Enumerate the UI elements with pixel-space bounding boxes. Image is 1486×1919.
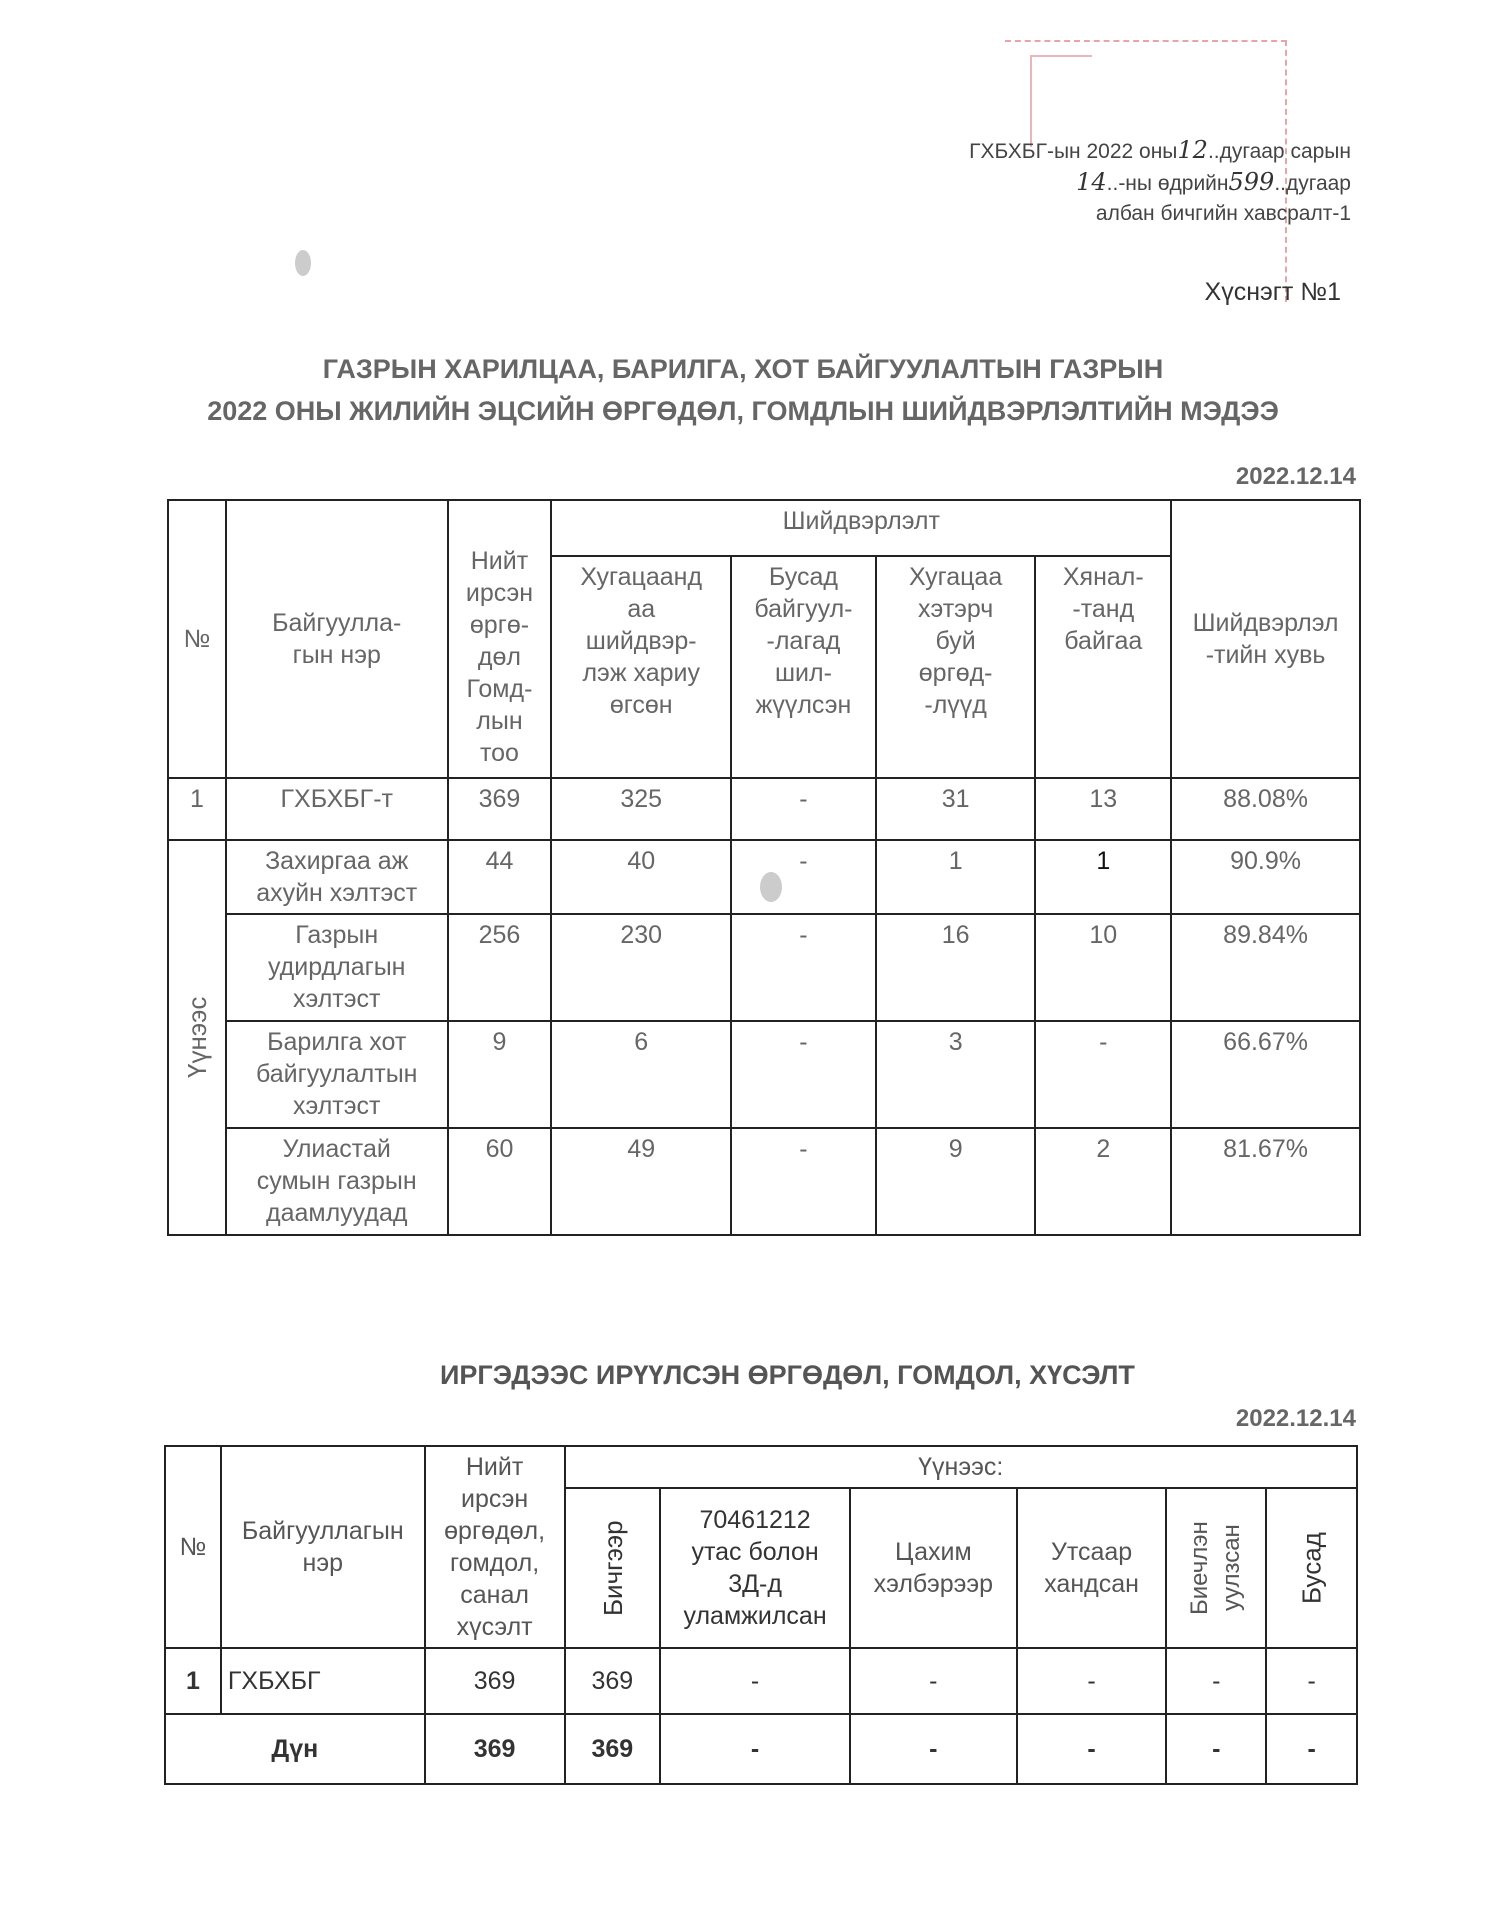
cell-org: ГХБХБГ-т: [226, 778, 448, 840]
cell-org: ГХБХБГ: [221, 1648, 425, 1714]
sum-in-person: -: [1166, 1714, 1266, 1784]
header-phone: 70461212 утас болон 3Д-д уламжилсан: [660, 1488, 850, 1648]
cell-no: 1: [165, 1648, 221, 1714]
cell-other: -: [731, 778, 876, 840]
title-line-2: 2022 ОНЫ ЖИЛИЙН ЭЦСИЙН ӨРГӨДӨЛ, ГОМДЛЫН ШИЙДВЭРЛЭЛТИЙН МЭДЭЭ: [207, 396, 1279, 426]
cell-written: 369: [565, 1648, 661, 1714]
cell-org: Улиастай сумын газрын даамлуудад: [226, 1128, 448, 1235]
stamp-mark: [1030, 55, 1092, 147]
header-of-which: Үүнээс:: [565, 1446, 1358, 1488]
cell-ontime: 325: [551, 778, 731, 840]
header-rate: Шийдвэрлэл -тийн хувь: [1171, 500, 1360, 778]
cell-in-person: -: [1166, 1648, 1266, 1714]
table-row: [168, 778, 1360, 840]
scan-smudge: [760, 872, 782, 902]
cell-org: Барилга хот байгуулалтын хэлтэст: [226, 1021, 448, 1128]
cell-org: Захиргаа аж ахуйн хэлтэст: [226, 840, 448, 914]
cell-total: 369: [448, 778, 552, 840]
cell-org: Газрын удирдлагын хэлтэст: [226, 914, 448, 1021]
cell-control: 2: [1035, 1128, 1171, 1235]
cell-total: 256: [448, 914, 552, 1021]
header-written: Бичгээр: [565, 1488, 661, 1648]
header-under-control: Хянал- -танд байгаа: [1035, 556, 1171, 778]
cell-ontime: 40: [551, 840, 731, 914]
document-title: [0, 348, 1486, 432]
cell-other: -: [731, 1021, 876, 1128]
cell-ontime: 49: [551, 1128, 731, 1235]
cell-rate: 81.67%: [1171, 1128, 1360, 1235]
cell-overdue: 31: [876, 778, 1036, 840]
sum-written: 369: [565, 1714, 661, 1784]
section2-date: 2022.12.14: [1235, 1405, 1356, 1432]
sum-phone: -: [660, 1714, 850, 1784]
scan-smudge: [295, 250, 311, 276]
table-row: [165, 1648, 1357, 1714]
table-row: [168, 1021, 1360, 1128]
cell-call: -: [1017, 1648, 1167, 1714]
resolution-table: [167, 499, 1361, 1236]
cell-control: 1: [1035, 840, 1171, 914]
cell-phone: -: [660, 1648, 850, 1714]
cell-overdue: 3: [876, 1021, 1036, 1128]
header-other-org: Бусад байгуул- -лагад шил- жүүлсэн: [731, 556, 876, 778]
cell-rate: 66.67%: [1171, 1021, 1360, 1128]
cell-rate: 90.9%: [1171, 840, 1360, 914]
cell-overdue: 1: [876, 840, 1036, 914]
header-total: Нийт ирсэн өргө- дөл Гомд- лын тоо: [448, 500, 552, 778]
cell-overdue: 16: [876, 914, 1036, 1021]
cell-other: -: [731, 1128, 876, 1235]
cell-total: 44: [448, 840, 552, 914]
title-line-1: ГАЗРЫН ХАРИЛЦАА, БАРИЛГА, ХОТ БАЙГУУЛАЛТЫН ГАЗРЫН: [322, 354, 1164, 384]
cell-ontime: 230: [551, 914, 731, 1021]
cell-control: 10: [1035, 914, 1171, 1021]
ref-text-1-end: дугаар сарын: [1219, 140, 1351, 163]
ref-line-1: ГХБХБГ-ын 2022 оны12..дугаар сарын: [969, 136, 1351, 164]
petitions-table: [164, 1445, 1358, 1785]
sum-total: 369: [425, 1714, 565, 1784]
header-org: Байгуулла- гын нэр: [226, 500, 448, 778]
ref-text-2: -ны өдрийн: [1118, 172, 1229, 195]
ref-line-3: албан бичгийн хавсралт-1: [1095, 202, 1351, 225]
table1-header-row-1: [168, 500, 1360, 556]
cell-other: -: [731, 840, 876, 914]
cell-no: 1: [168, 778, 226, 840]
sum-other: -: [1266, 1714, 1357, 1784]
sum-label: Дүн: [165, 1714, 425, 1784]
table-row: [168, 914, 1360, 1021]
header-resolution: Шийдвэрлэлт: [551, 500, 1171, 556]
cell-ontime: 6: [551, 1021, 731, 1128]
reference-block: [969, 135, 1351, 229]
cell-other: -: [1266, 1648, 1357, 1714]
cell-control: 13: [1035, 778, 1171, 840]
handwritten-month: 12: [1177, 136, 1208, 164]
report-date: 2022.12.14: [1235, 463, 1356, 490]
header-no: №: [165, 1446, 221, 1648]
cell-total: 369: [425, 1648, 565, 1714]
header-other: Бусад: [1266, 1488, 1357, 1648]
cell-total: 60: [448, 1128, 552, 1235]
cell-control: -: [1035, 1021, 1171, 1128]
ref-line-2: 14..-ны өдрийн599..дугаар: [1076, 168, 1351, 196]
cell-total: 9: [448, 1021, 552, 1128]
header-ontime: Хугацаанд аа шийдвэр- лэж хариу өгсөн: [551, 556, 731, 778]
ref-text-2-end: дугаар: [1286, 172, 1351, 195]
handwritten-number: 599: [1228, 168, 1275, 196]
cell-rate: 89.84%: [1171, 914, 1360, 1021]
ref-text-1: ГХБХБГ-ын 2022 оны: [969, 140, 1178, 163]
cell-online: -: [850, 1648, 1017, 1714]
handwritten-day: 14: [1076, 168, 1107, 196]
sum-online: -: [850, 1714, 1017, 1784]
section2-title: ИРГЭДЭЭС ИРҮҮЛСЭН ӨРГӨДӨЛ, ГОМДОЛ, ХҮСЭЛТ: [440, 1360, 1135, 1390]
cell-rate: 88.08%: [1171, 778, 1360, 840]
table2-header-row-1: [165, 1446, 1357, 1488]
header-total: Нийт ирсэн өргөдөл, гомдол, санал хүсэлт: [425, 1446, 565, 1648]
header-online: Цахим хэлбэрээр: [850, 1488, 1017, 1648]
sum-call: -: [1017, 1714, 1167, 1784]
side-label: Үүнээс: [168, 840, 226, 1235]
header-no: №: [168, 500, 226, 778]
header-overdue: Хугацаа хэтэрч буй өргөд- -лүүд: [876, 556, 1036, 778]
cell-other: -: [731, 914, 876, 1021]
header-in-person: Биечлэн уулзсан: [1166, 1488, 1266, 1648]
header-call: Утсаар хандсан: [1017, 1488, 1167, 1648]
table-number: Хүснэгт №1: [1204, 278, 1341, 306]
cell-overdue: 9: [876, 1128, 1036, 1235]
table-row: [168, 1128, 1360, 1235]
sum-row: [165, 1714, 1357, 1784]
header-org: Байгууллагын нэр: [221, 1446, 425, 1648]
